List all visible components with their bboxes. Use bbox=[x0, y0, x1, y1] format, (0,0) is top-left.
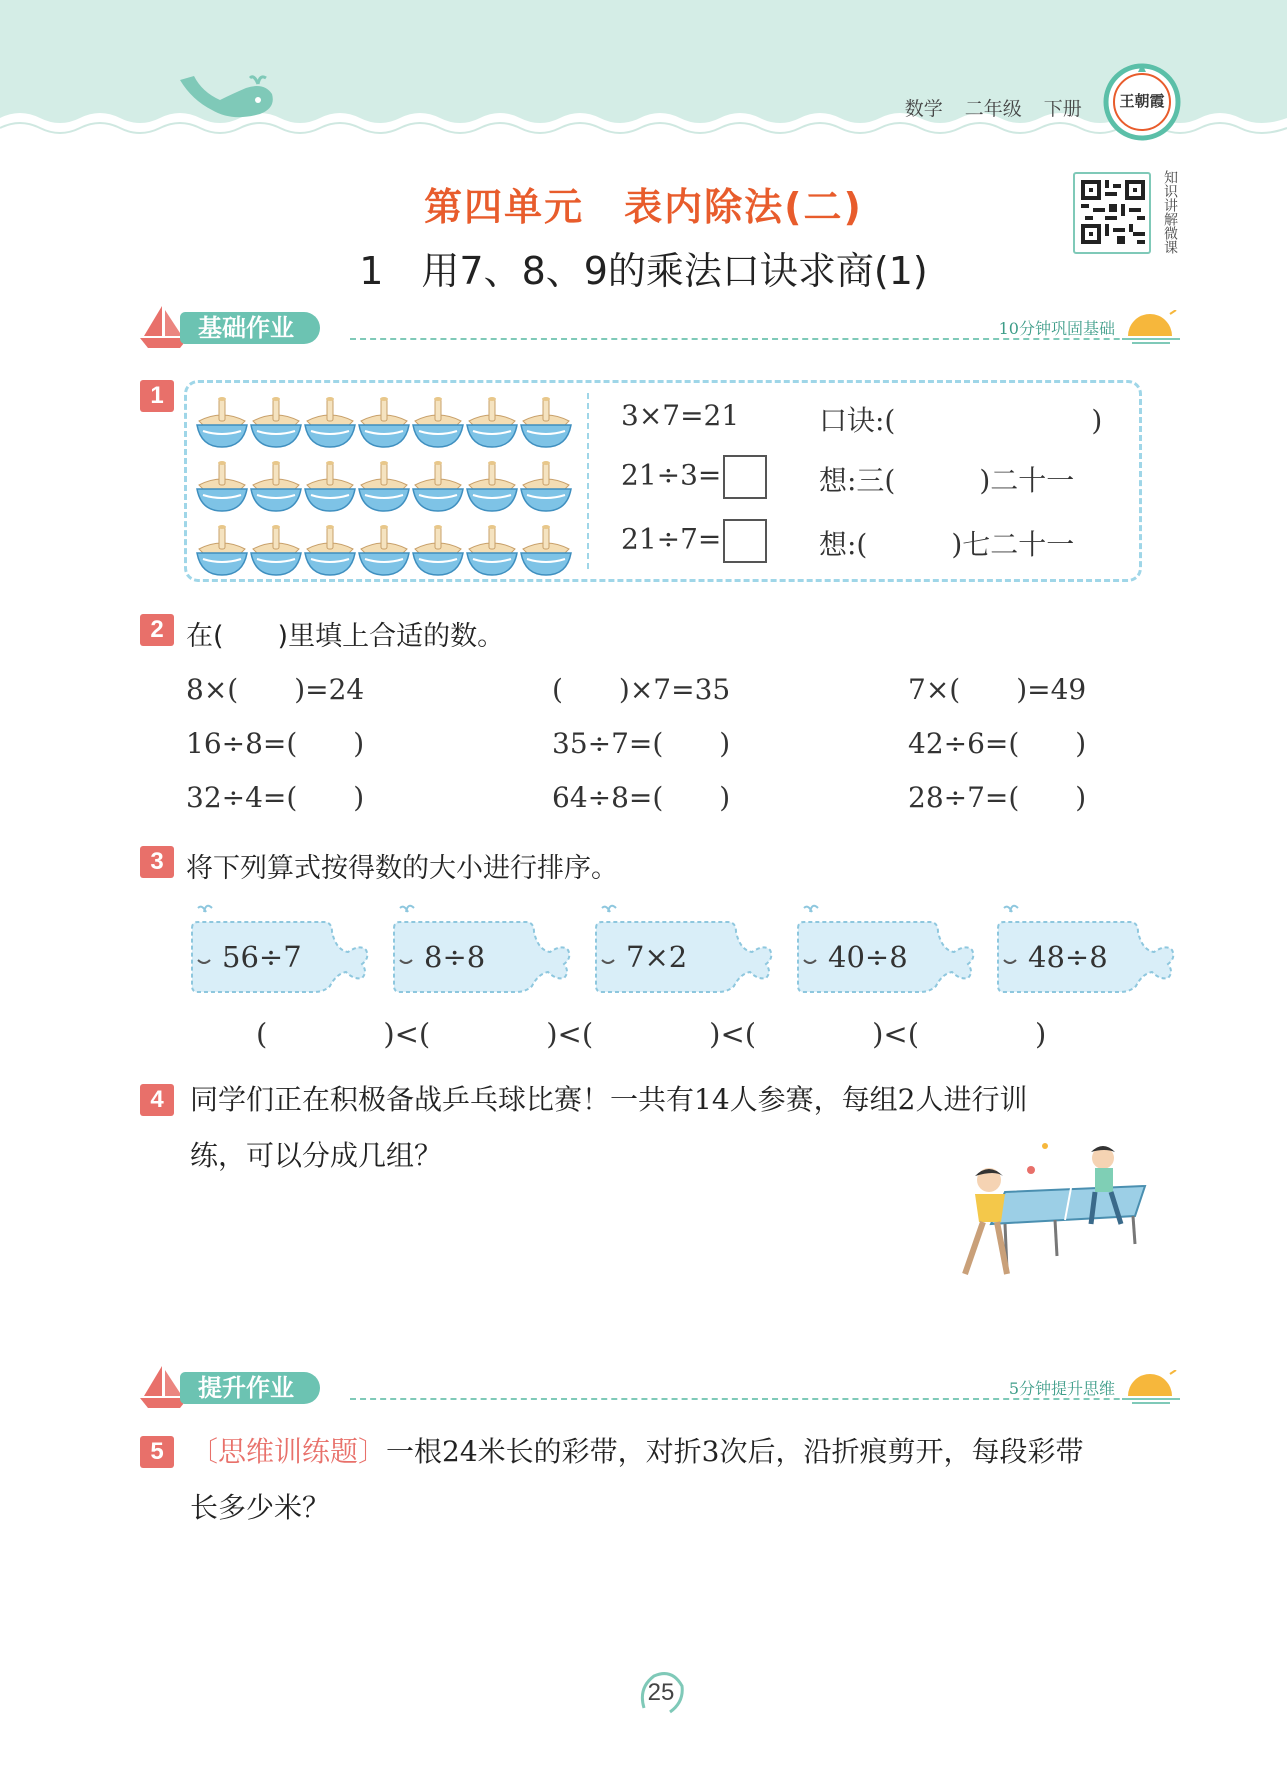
q3-stem: 将下列算式按得数的大小进行排序。 bbox=[186, 853, 618, 884]
whale-card bbox=[990, 900, 1178, 1000]
header-volume: 下册 bbox=[1043, 99, 1082, 120]
q2-item: 16÷8=( ) bbox=[186, 727, 365, 760]
bowl-icon bbox=[519, 455, 573, 515]
sunset-icon bbox=[1122, 310, 1180, 344]
q1-hint-3: 想:( )七二十一 bbox=[819, 528, 1075, 561]
page-number bbox=[636, 1668, 686, 1718]
whale-card bbox=[386, 900, 574, 1000]
q2-number: 2 bbox=[140, 614, 174, 646]
q1-box bbox=[184, 380, 1142, 582]
section-basic bbox=[140, 304, 1180, 352]
whale-card bbox=[588, 900, 776, 1000]
answer-box[interactable] bbox=[723, 519, 767, 563]
q2-item: 8×( )=24 bbox=[186, 673, 365, 706]
bowl-icon bbox=[249, 519, 303, 579]
q4-stem-line-2: 练，可以分成几组？ bbox=[190, 1139, 443, 1172]
bowl-icon bbox=[195, 391, 249, 451]
section-advanced-title: 提升作业 bbox=[180, 1372, 320, 1404]
q3-number: 3 bbox=[140, 846, 174, 878]
bowl-icon bbox=[411, 519, 465, 579]
whale-card bbox=[184, 900, 372, 1000]
q1-line-1 bbox=[621, 399, 739, 432]
ping-pong-illustration-icon bbox=[935, 1140, 1165, 1290]
brand-name: 王朝霞 bbox=[1119, 92, 1165, 110]
header-subject: 数学 bbox=[904, 99, 943, 120]
q2-item: 7×( )=49 bbox=[908, 673, 1087, 706]
q1-number: 1 bbox=[140, 380, 174, 412]
section-advanced bbox=[140, 1364, 1180, 1412]
bowl-icon bbox=[465, 391, 519, 451]
q3-order-row: ( )<( )<( )<( )<( ) bbox=[256, 1017, 1047, 1051]
q4-stem-line-1: 同学们正在积极备战乒乓球比赛！一共有14人参赛，每组2人进行训 bbox=[190, 1083, 1028, 1116]
q2-item: 42÷6=( ) bbox=[908, 727, 1087, 760]
bowl-icon bbox=[195, 455, 249, 515]
q1-hint-1: 口诀:( ) bbox=[819, 404, 1103, 437]
bowl-icon bbox=[411, 455, 465, 515]
qr-code[interactable] bbox=[1073, 172, 1151, 254]
bowl-icon bbox=[195, 519, 249, 579]
bowl-icon bbox=[357, 391, 411, 451]
q5-stem-line-2: 长多少米？ bbox=[190, 1491, 331, 1524]
section-basic-title: 基础作业 bbox=[180, 312, 320, 344]
q3-expression: 56÷7 bbox=[222, 940, 302, 974]
q2-item: 32÷4=( ) bbox=[186, 781, 365, 814]
bowl-icon bbox=[519, 519, 573, 579]
bowl-grid bbox=[195, 391, 573, 579]
q5-stem-line-1 bbox=[190, 1424, 1083, 1480]
whale-card bbox=[790, 900, 978, 1000]
lesson-title: 1 用7、8、9的乘法口诀求商(1) bbox=[359, 249, 928, 293]
bowl-icon bbox=[303, 519, 357, 579]
q1-line-3 bbox=[621, 519, 767, 563]
bowl-icon bbox=[249, 455, 303, 515]
section-advanced-hint: 5分钟提升思维 bbox=[1008, 1379, 1115, 1398]
q3-expression: 40÷8 bbox=[828, 940, 908, 974]
q5-number: 5 bbox=[140, 1436, 174, 1468]
q1-line-2 bbox=[621, 455, 767, 499]
q1-hint-2: 想:三( )二十一 bbox=[819, 464, 1075, 497]
q2-item: 35÷7=( ) bbox=[552, 727, 731, 760]
brand-seal bbox=[1102, 62, 1182, 142]
q1-expr-1: 3×7=21 bbox=[621, 399, 740, 432]
q1-expr-2: 21÷3= bbox=[621, 458, 722, 492]
header-meta bbox=[905, 94, 1127, 121]
bowl-icon bbox=[357, 519, 411, 579]
bowl-icon bbox=[465, 519, 519, 579]
whale-logo-icon bbox=[172, 70, 282, 130]
sunset-icon bbox=[1122, 1370, 1180, 1404]
q3-expression: 7×2 bbox=[626, 940, 688, 974]
bowl-icon bbox=[465, 455, 519, 515]
page-number-text: 25 bbox=[647, 1679, 675, 1706]
q1-divider bbox=[587, 393, 589, 569]
q3-expression: 8÷8 bbox=[424, 940, 486, 974]
q3-expression: 48÷8 bbox=[1028, 940, 1108, 974]
section-basic-hint: 10分钟巩固基础 bbox=[998, 319, 1115, 338]
bowl-icon bbox=[303, 455, 357, 515]
bowl-icon bbox=[519, 391, 573, 451]
q1-expr-3: 21÷7= bbox=[621, 522, 722, 556]
q5-stem-text: 一根24米长的彩带，对折3次后，沿折痕剪开，每段彩带 bbox=[386, 1435, 1084, 1468]
q2-item: 28÷7=( ) bbox=[908, 781, 1087, 814]
q2-item: 64÷8=( ) bbox=[552, 781, 731, 814]
q5-tag: 〔思维训练题〕 bbox=[190, 1435, 387, 1468]
qr-label: 知识讲解微课 bbox=[1162, 170, 1178, 254]
bowl-icon bbox=[249, 391, 303, 451]
answer-box[interactable] bbox=[723, 455, 767, 499]
bowl-icon bbox=[411, 391, 465, 451]
q2-stem: 在( )里填上合适的数。 bbox=[186, 621, 505, 652]
q2-item: ( )×7=35 bbox=[552, 673, 731, 706]
qr-code-icon bbox=[1081, 180, 1145, 244]
q4-number: 4 bbox=[140, 1084, 174, 1116]
header-grade: 二年级 bbox=[964, 99, 1022, 120]
bowl-icon bbox=[303, 391, 357, 451]
unit-title: 第四单元 表内除法(二) bbox=[424, 185, 863, 229]
bowl-icon bbox=[357, 455, 411, 515]
